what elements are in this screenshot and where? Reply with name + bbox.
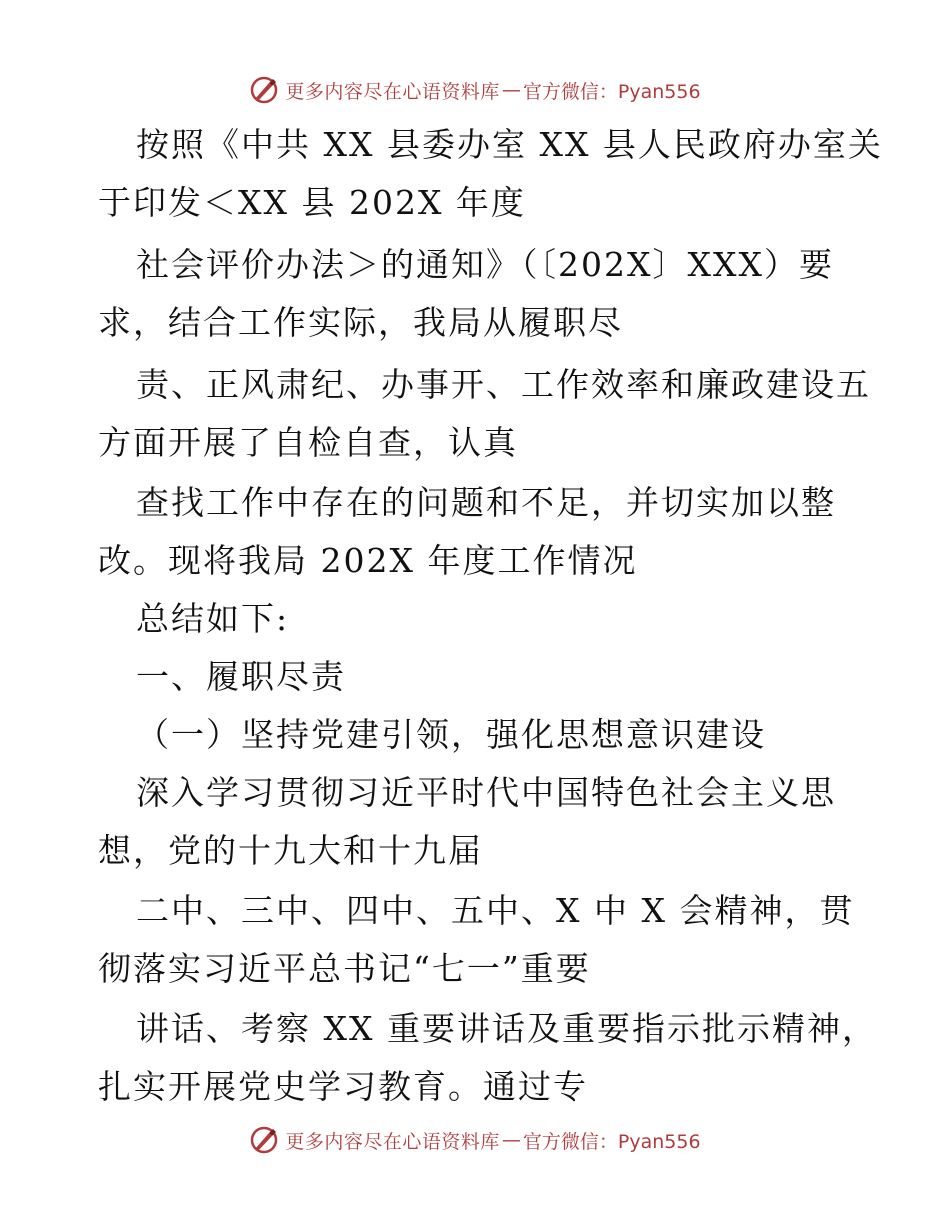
body-line: 总结如下:	[136, 599, 290, 638]
subsection-heading: （一）坚持党建引领，强化思想意识建设	[136, 715, 766, 754]
section-heading: 一、履职尽责	[136, 657, 346, 696]
banner-title: 更多内容尽在心语资料库	[285, 1130, 500, 1153]
body-line: 查找工作中存在的问题和不足，并切实加以整	[136, 483, 836, 522]
pen-logo-icon	[249, 1125, 279, 1155]
body-line: 社会评价办法＞的通知》（〔202X〕XXX）要	[136, 245, 834, 284]
footer-banner	[0, 1120, 950, 1160]
body-line: 扎实开展党史学习教育。通过专	[98, 1067, 588, 1106]
header-banner	[0, 70, 950, 110]
body-line: 于印发＜XX 县 202X 年度	[98, 183, 526, 222]
banner-separator: —	[501, 1129, 521, 1151]
body-line: 责、正风肃纪、办事开、工作效率和廉政建设五	[136, 365, 871, 404]
body-line: 二中、三中、四中、五中、X 中 X 会精神，贯	[136, 891, 855, 930]
body-line: 求，结合工作实际，我局从履职尽	[98, 303, 623, 342]
pen-logo-icon	[249, 75, 279, 105]
banner-title: 更多内容尽在心语资料库	[285, 80, 500, 103]
body-line: 方面开展了自检自查，认真	[98, 423, 518, 462]
banner-contact: 官方微信：Pyan556	[522, 1130, 701, 1153]
body-line: 想，党的十九大和十九届	[98, 831, 483, 870]
body-line: 彻落实习近平总书记“七一”重要	[98, 949, 591, 988]
body-line: 讲话、考察 XX 重要讲话及重要指示批示精神，	[136, 1009, 877, 1048]
banner-contact: 官方微信：Pyan556	[522, 80, 701, 103]
body-line: 深入学习贯彻习近平时代中国特色社会主义思	[136, 773, 836, 812]
banner-separator: —	[501, 79, 521, 101]
body-line: 改。现将我局 202X 年度工作情况	[98, 541, 638, 580]
body-line: 按照《中共 XX 县委办室 XX 县人民政府办室关	[136, 125, 883, 164]
